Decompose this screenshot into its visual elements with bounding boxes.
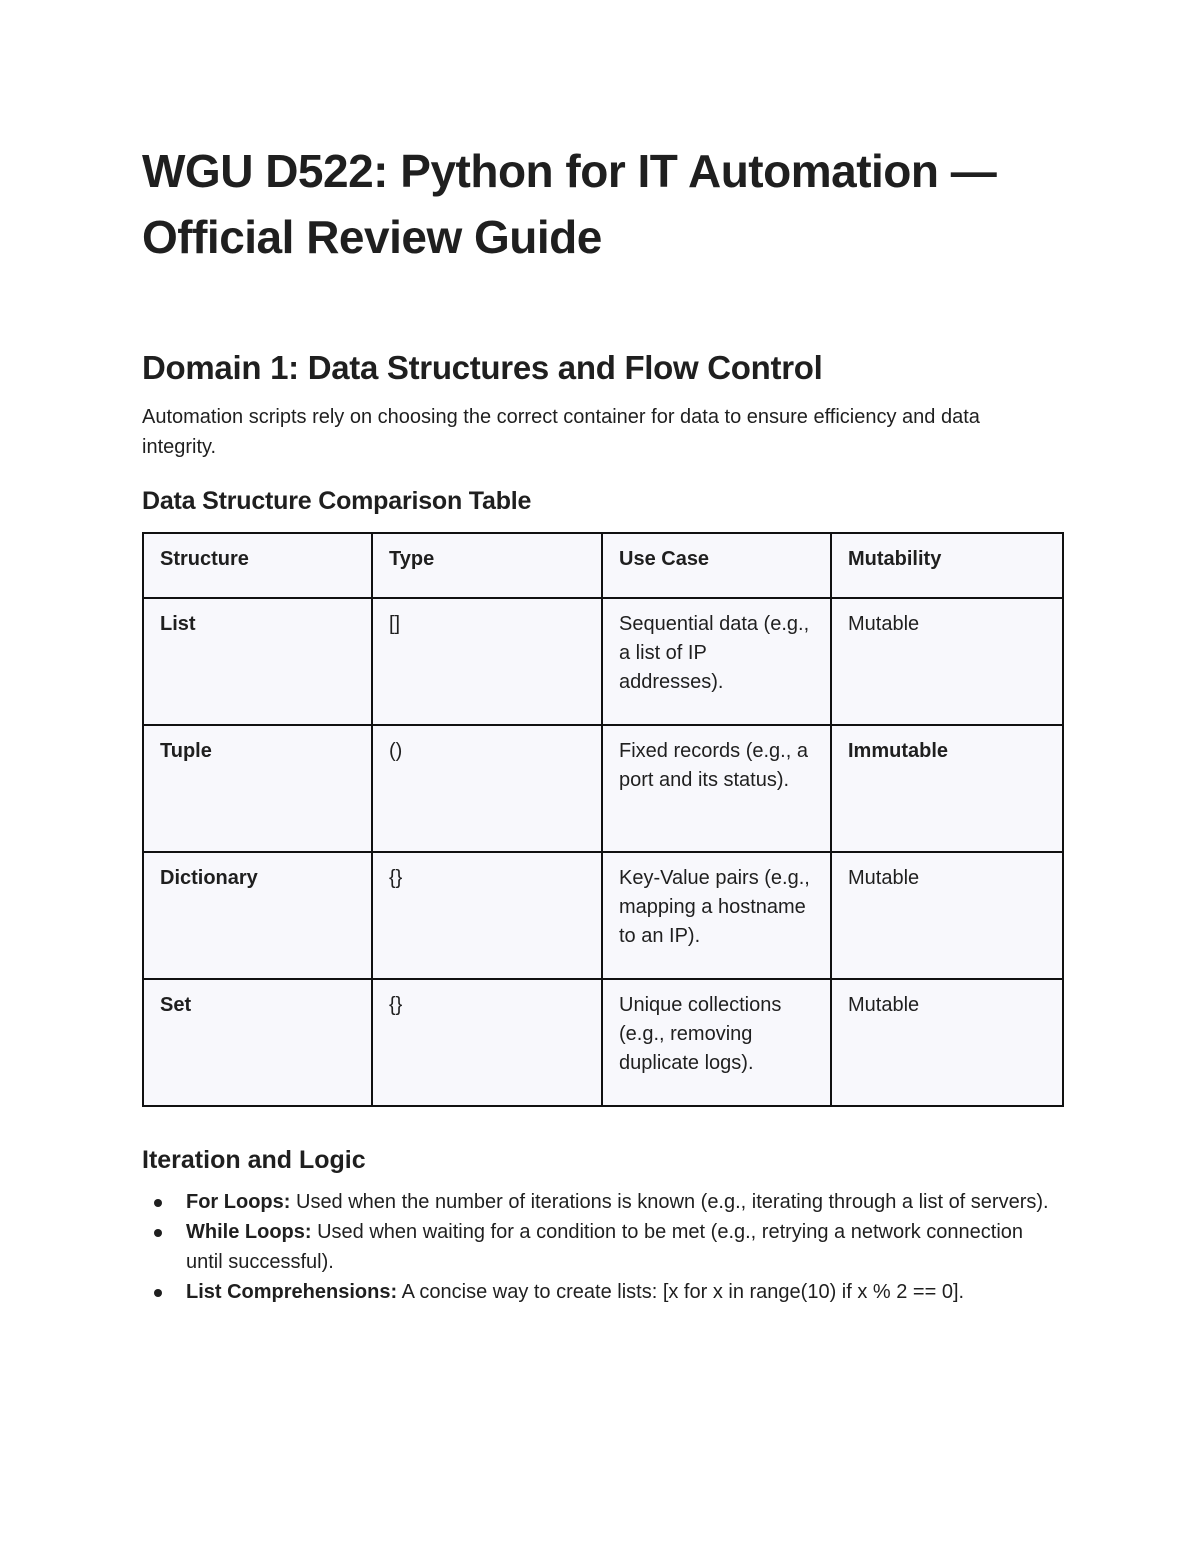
bullet-text: Used when waiting for a condition to be met (e.g., retrying a network connection until successful). [186, 1221, 1024, 1273]
bullet-term: While Loops: [186, 1221, 312, 1243]
header-structure: Structure [143, 533, 372, 598]
header-mutability: Mutability [831, 533, 1063, 598]
cell-use-case: Unique collections (e.g., removing duplicate logs). [602, 979, 831, 1106]
list-item [142, 1277, 1062, 1307]
list-item [142, 1187, 1062, 1217]
bullet-icon [154, 1199, 162, 1207]
table-row [143, 852, 1063, 979]
table-row [143, 979, 1063, 1106]
cell-type: {} [372, 852, 602, 979]
table-row [143, 598, 1063, 725]
bullet-icon [154, 1229, 162, 1237]
bullet-text: A concise way to create lists: [x for x in range(10) if x % 2 == 0]. [397, 1281, 965, 1303]
cell-mutability: Immutable [831, 725, 1063, 852]
cell-use-case: Key-Value pairs (e.g., mapping a hostname to an IP). [602, 852, 831, 979]
header-type: Type [372, 533, 602, 598]
cell-use-case: Fixed records (e.g., a port and its status). [602, 725, 831, 852]
bullet-term: For Loops: [186, 1191, 291, 1213]
cell-type: [] [372, 598, 602, 725]
header-use-case: Use Case [602, 533, 831, 598]
table-heading: Data Structure Comparison Table [142, 487, 532, 515]
document-page [142, 138, 1062, 1307]
table-row [143, 725, 1063, 852]
cell-use-case: Sequential data (e.g., a list of IP addresses). [602, 598, 831, 725]
cell-structure: Tuple [143, 725, 372, 852]
bullet-icon [154, 1289, 162, 1297]
cell-type: () [372, 725, 602, 852]
iteration-heading: Iteration and Logic [142, 1146, 366, 1174]
cell-mutability: Mutable [831, 598, 1063, 725]
data-structure-table [142, 532, 1064, 1107]
cell-structure: Set [143, 979, 372, 1106]
list-item [142, 1217, 1062, 1277]
cell-structure: Dictionary [143, 852, 372, 979]
cell-structure: List [143, 598, 372, 725]
cell-mutability: Mutable [831, 979, 1063, 1106]
domain-heading: Domain 1: Data Structures and Flow Control [142, 349, 823, 386]
iteration-bullet-list [142, 1187, 1062, 1307]
intro-paragraph: Automation scripts rely on choosing the correct container for data to ensure efficiency and data integrity. [142, 406, 980, 458]
table-header-row [143, 533, 1063, 598]
bullet-text: Used when the number of iterations is known (e.g., iterating through a list of servers). [290, 1191, 1049, 1213]
page-title: WGU D522: Python for IT Automation — Official Review Guide [142, 145, 997, 263]
cell-type: {} [372, 979, 602, 1106]
cell-mutability: Mutable [831, 852, 1063, 979]
bullet-term: List Comprehensions: [186, 1281, 398, 1303]
